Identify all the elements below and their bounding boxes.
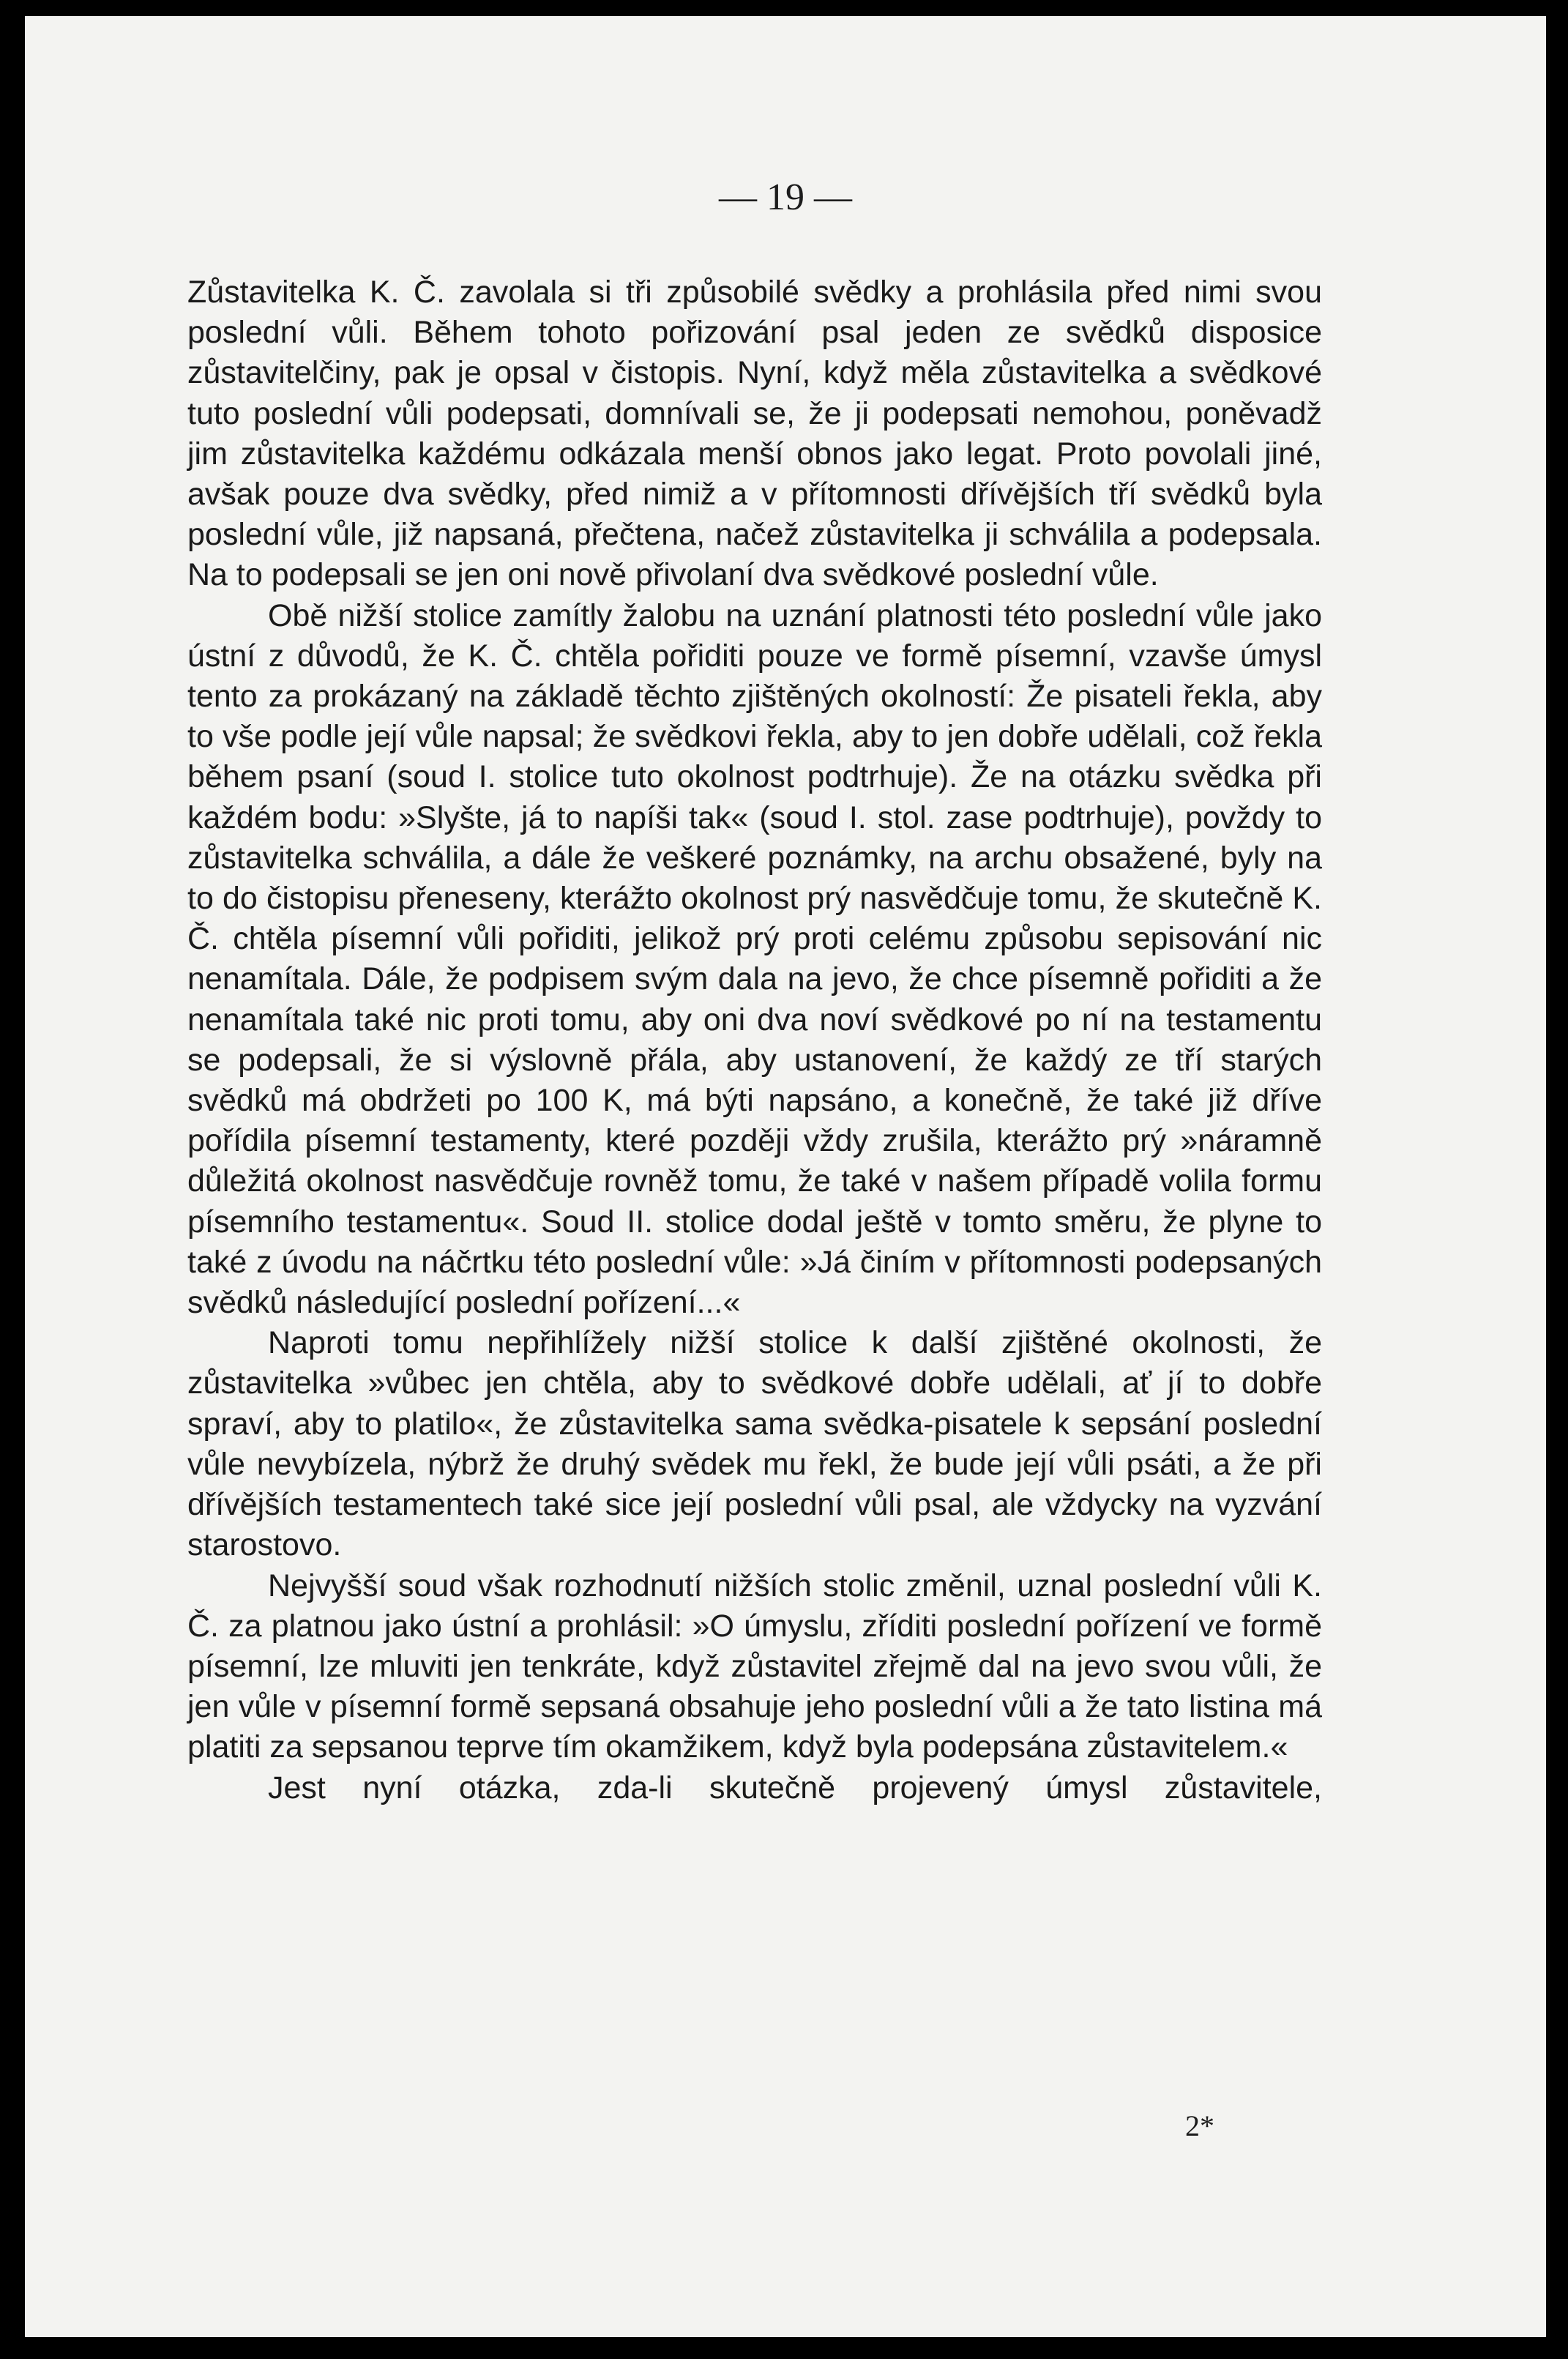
paragraph-3: Naproti tomu nepřihlížely nižší stolice k další zjištěné okolnosti, že zůstavitelka »vůbec jen chtěla, aby to svědkové dobře udělali, ať jí to dobře spraví, aby to platilo«, že zůstavitelka sama svědka-pisatele k sepsání poslední vůle nevybízela, nýbrž že druhý svědek mu řekl, že bude její vůli psáti, a že při dřívějších testamentech také sice její poslední vůli psal, ale vždycky na vyzvání starostovo.	[187, 1325, 1322, 1563]
signature-mark: 2*	[1185, 2109, 1214, 2142]
page-number: — 19 —	[719, 176, 852, 218]
paragraph-1: Zůstavitelka K. Č. zavolala si tři způsobilé svědky a prohlásila před nimi svou poslední vůli. Během tohoto pořizování psal jeden ze svědků disposice zůstavitelčiny, pak je opsal v čistopis. Nyní, když měla zůstavitelka a svědkové tuto poslední vůli podepsati, domnívali se, že ji podepsati nemohou, poněvadž jim zůstavitelka každému odkázala menší obnos jako legat. Proto povolali jiné, avšak pouze dva svědky, před nimiž a v přítomnosti dřívějších tří svědků byla poslední vůle, již napsaná, přečtena, načež zůstavitelka ji schválila a podepsala. Na to podepsali se jen oni nově přivolaní dva svědkové poslední vůle.	[187, 275, 1322, 593]
body-text	[187, 272, 1322, 1808]
paragraph-5: Jest nyní otázka, zda-li skutečně projevený úmysl zůstavitele,	[268, 1770, 1322, 1805]
paragraph-4: Nejvyšší soud však rozhodnutí nižších stolic změnil, uznal poslední vůli K. Č. za platnou jako ústní a prohlásil: »O úmyslu, zříditi poslední pořízení ve formě písemní, lze mluviti jen tenkráte, když zůstavitel zřejmě dal na jevo svou vůli, že jen vůle v písemní formě sepsaná obsahuje jeho poslední vůli a že tato listina má platiti za sepsanou teprve tím okamžikem, když byla podepsána zůstavitelem.«	[187, 1568, 1322, 1765]
document-page	[25, 16, 1546, 2337]
paragraph-2: Obě nižší stolice zamítly žalobu na uznání platnosti této poslední vůle jako ústní z důvodů, že K. Č. chtěla pořiditi pouze ve formě písemní, vzavše úmysl tento za prokázaný na základě těchto zjištěných okolností: Že pisateli řekla, aby to vše podle její vůle napsal; že svědkovi řekla, aby to jen dobře udělali, což řekla během psaní (soud I. stolice tuto okolnost podtrhuje). Že na otázku svědka při každém bodu: »Slyšte, já to napíši tak« (soud I. stol. zase podtrhuje), povždy to zůstavitelka schválila, a dále že veškeré poznámky, na archu obsažené, byly na to do čistopisu přeneseny, kterážto okolnost prý nasvědčuje tomu, že skutečně K. Č. chtěla písemní vůli pořiditi, jelikož prý proti celému způsobu sepisování nic nenamítala. Dále, že podpisem svým dala na jevo, že chce písemně pořiditi a že nenamítala také nic proti tomu, aby oni dva noví svědkové po ní na testamentu se podepsali, že si výslovně přála, aby ustanovení, že každý ze tří starých svědků má obdržeti po 100 K, má býti napsáno, a konečně, že také již dříve pořídila písemní testamenty, které později vždy zrušila, kterážto prý »náramně důležitá okolnost nasvědčuje rovněž tomu, že také v našem případě volila formu písemního testamentu«. Soud II. stolice dodal ještě v tomto směru, že plyne to také z úvodu na náčrtku této poslední vůle: »Já činím v přítomnosti podepsaných svědků následující poslední pořízení...«	[187, 597, 1322, 1321]
